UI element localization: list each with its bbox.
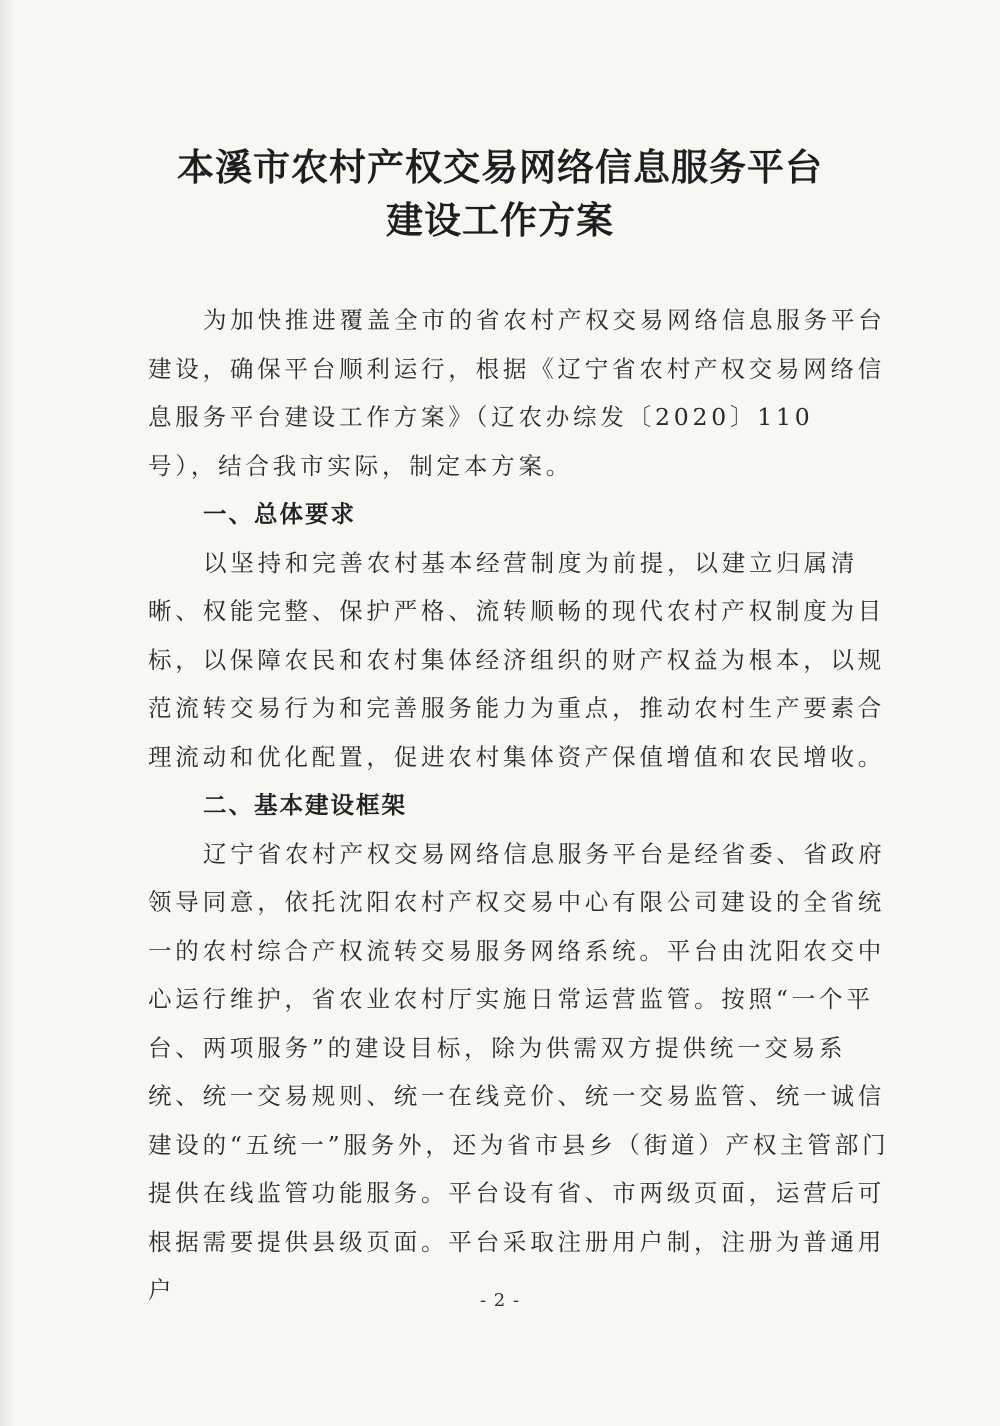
intro-paragraph: 为加快推进覆盖全市的省农村产权交易网络信息服务平台建设，确保平台顺利运行，根据《辽宁省农村产权交易网络信息服务平台建设工作方案》（辽农办综发〔2020〕110 号），结合我市实际，制定本方案。 [148, 306, 886, 480]
general-requirements-paragraph: 以坚持和完善农村基本经营制度为前提，以建立归属清晰、权能完整、保护严格、流转顺畅的现代农村产权制度为目标，以保障农民和农村集体经济组织的财产权益为根本，以规范流转交易行为和完善服务能力为重点，推动农村生产要素合理流动和优化配置，促进农村集体资产保值增值和农民增收。 [148, 548, 886, 771]
document-title-line2: 建设工作方案 [386, 199, 614, 242]
section-heading-general-requirements: 一、总体要求 [203, 500, 356, 528]
document-body [148, 296, 893, 1315]
document-title-line1: 本溪市农村产权交易网络信息服务平台 [177, 146, 823, 189]
section-heading-basic-framework: 二、基本建设框架 [203, 791, 407, 819]
page-number: - 2 - [479, 1290, 521, 1311]
basic-framework-paragraph: 辽宁省农村产权交易网络信息服务平台是经省委、省政府领导同意，依托沈阳农村产权交易中心有限公司建设的全省统一的农村综合产权流转交易服务网络系统。平台由沈阳农交中心运行维护，省农业农村厅实施日常运营监管。按照“一个平台、两项服务”的建设目标，除为供需双方提供统一交易系统、统一交易规则、统一在线竞价、统一交易监管、统一诚信建设的“五统一”服务外，还为省市县乡（街道）产权主管部门提供在线监管功能服务。平台设有省、市两级页面，运营后可根据需要提供县级页面。平台采取注册用户制，注册为普通用户 [148, 839, 890, 1304]
